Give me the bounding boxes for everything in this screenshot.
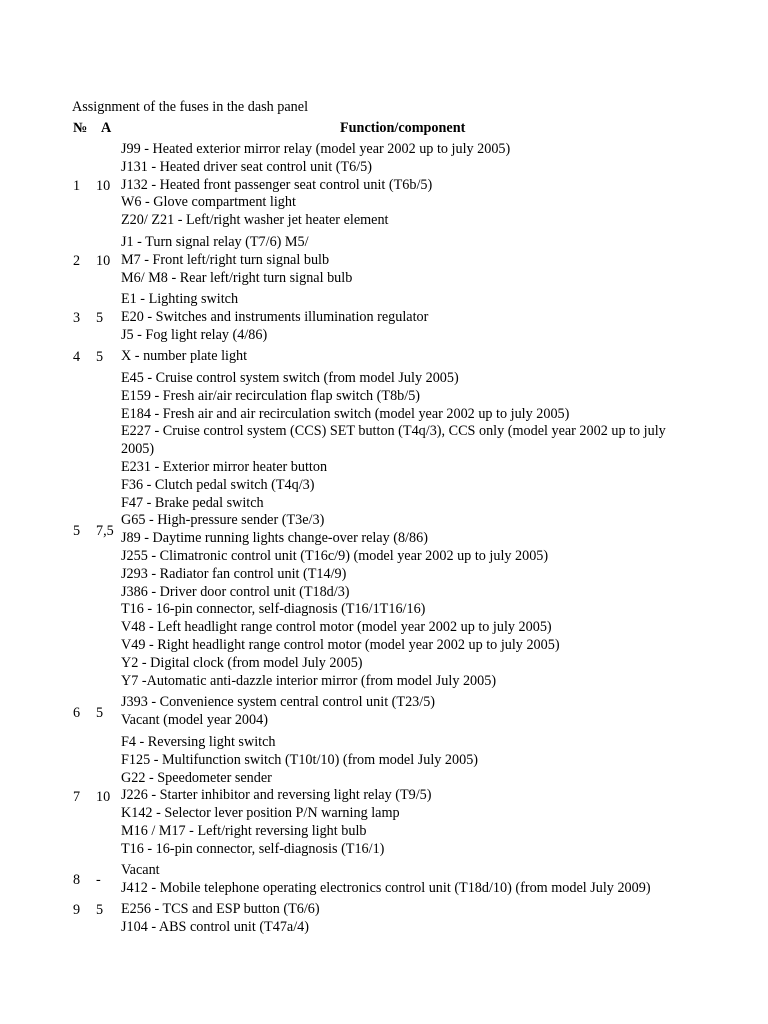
component-item: F36 - Clutch pedal switch (T4q/3): [121, 476, 315, 493]
component-item: F47 - Brake pedal switch: [121, 494, 264, 511]
component-item: T16 - 16-pin connector, self-diagnosis (T16/1): [121, 840, 385, 857]
document-title: Assignment of the fuses in the dash panel: [72, 99, 309, 115]
component-list: [121, 141, 696, 230]
component-item: J386 - Driver door control unit (T18d/3): [121, 583, 350, 600]
component-item: J132 - Heated front passenger seat control unit (T6b/5): [121, 176, 433, 193]
component-item: F4 - Reversing light switch: [121, 734, 276, 750]
component-item: J99 - Heated exterior mirror relay (model year 2002 up to july 2005): [121, 141, 511, 157]
component-item: V49 - Right headlight range control motor (model year 2002 up to july 2005): [121, 636, 560, 653]
component-item: J412 - Mobile telephone operating electronics control unit (T18d/10) (from model July 2009): [121, 879, 651, 896]
fuse-amperage: 5: [96, 902, 104, 918]
component-list: [121, 370, 696, 690]
component-item: E45 - Cruise control system switch (from model July 2005): [121, 370, 459, 386]
fuse-amperage: -: [96, 872, 101, 888]
component-item: E159 - Fresh air/air recirculation flap switch (T8b/5): [121, 387, 421, 404]
fuse-amperage: 10: [96, 789, 111, 805]
component-item: E1 - Lighting switch: [121, 291, 239, 307]
component-list: [121, 291, 696, 344]
component-item: F125 - Multifunction switch (T10t/10) (from model July 2005): [121, 751, 479, 768]
fuse-number: 9: [73, 902, 81, 918]
component-item: J226 - Starter inhibitor and reversing light relay (T9/5): [121, 787, 432, 804]
fuse-amperage: 7,5: [96, 523, 114, 539]
component-item: Y2 - Digital clock (from model July 2005): [121, 654, 363, 671]
fuse-amperage: 10: [96, 253, 111, 269]
fuse-number: 2: [73, 253, 81, 269]
component-item: Vacant (model year 2004): [121, 711, 268, 728]
component-list: [121, 694, 696, 730]
component-item: X - number plate light: [121, 348, 248, 364]
component-list: [121, 348, 696, 366]
component-item: E256 - TCS and ESP button (T6/6): [121, 901, 320, 917]
fuse-amperage: 5: [96, 705, 104, 721]
component-list: [121, 862, 696, 898]
fuse-number: 8: [73, 872, 81, 888]
fuse-number: 3: [73, 310, 81, 326]
component-item: J5 - Fog light relay (4/86): [121, 326, 268, 343]
fuse-number: 4: [73, 349, 81, 365]
component-item: Vacant: [121, 862, 160, 878]
component-item: J131 - Heated driver seat control unit (T6/5): [121, 158, 372, 175]
component-item: J89 - Daytime running lights change-over relay (8/86): [121, 530, 428, 547]
column-header-function: Function/component: [340, 120, 466, 136]
component-item: J104 - ABS control unit (T47a/4): [121, 918, 309, 935]
component-list: [121, 234, 696, 287]
component-item: Y7 -Automatic anti-dazzle interior mirror (from model July 2005): [121, 672, 497, 689]
component-item: E227 - Cruise control system (CCS) SET button (T4q/3), CCS only (model year 2002 up to july 2005): [121, 423, 666, 458]
component-item: J255 - Climatronic control unit (T16c/9) (model year 2002 up to july 2005): [121, 547, 549, 564]
fuse-amperage: 10: [96, 178, 111, 194]
fuse-amperage: 5: [96, 310, 104, 326]
component-item: Z20/ Z21 - Left/right washer jet heater element: [121, 212, 389, 229]
component-item: T16 - 16-pin connector, self-diagnosis (T16/1T16/16): [121, 601, 426, 618]
component-item: E231 - Exterior mirror heater button: [121, 458, 328, 475]
fuse-number: 5: [73, 523, 81, 539]
component-item: J1 - Turn signal relay (T7/6) M5/: [121, 234, 309, 250]
component-item: J393 - Convenience system central control unit (T23/5): [121, 694, 436, 710]
component-item: K142 - Selector lever position P/N warning lamp: [121, 805, 400, 822]
component-item: M7 - Front left/right turn signal bulb: [121, 251, 330, 268]
component-item: E20 - Switches and instruments illumination regulator: [121, 308, 429, 325]
component-item: J293 - Radiator fan control unit (T14/9): [121, 565, 347, 582]
component-item: M16 / M17 - Left/right reversing light bulb: [121, 822, 367, 839]
component-item: M6/ M8 - Rear left/right turn signal bulb: [121, 269, 353, 286]
fuse-number: 7: [73, 789, 81, 805]
component-item: G22 - Speedometer sender: [121, 769, 272, 786]
column-header-number: №: [73, 120, 88, 136]
component-item: E184 - Fresh air and air recirculation switch (model year 2002 up to july 2005): [121, 405, 570, 422]
fuse-number: 6: [73, 705, 81, 721]
component-list: [121, 901, 696, 937]
component-item: W6 - Glove compartment light: [121, 194, 296, 211]
component-item: G65 - High-pressure sender (T3e/3): [121, 512, 325, 529]
column-header-amperage: A: [101, 120, 112, 136]
component-list: [121, 734, 696, 859]
component-item: V48 - Left headlight range control motor (model year 2002 up to july 2005): [121, 619, 552, 636]
fuse-amperage: 5: [96, 349, 104, 365]
fuse-number: 1: [73, 178, 81, 194]
